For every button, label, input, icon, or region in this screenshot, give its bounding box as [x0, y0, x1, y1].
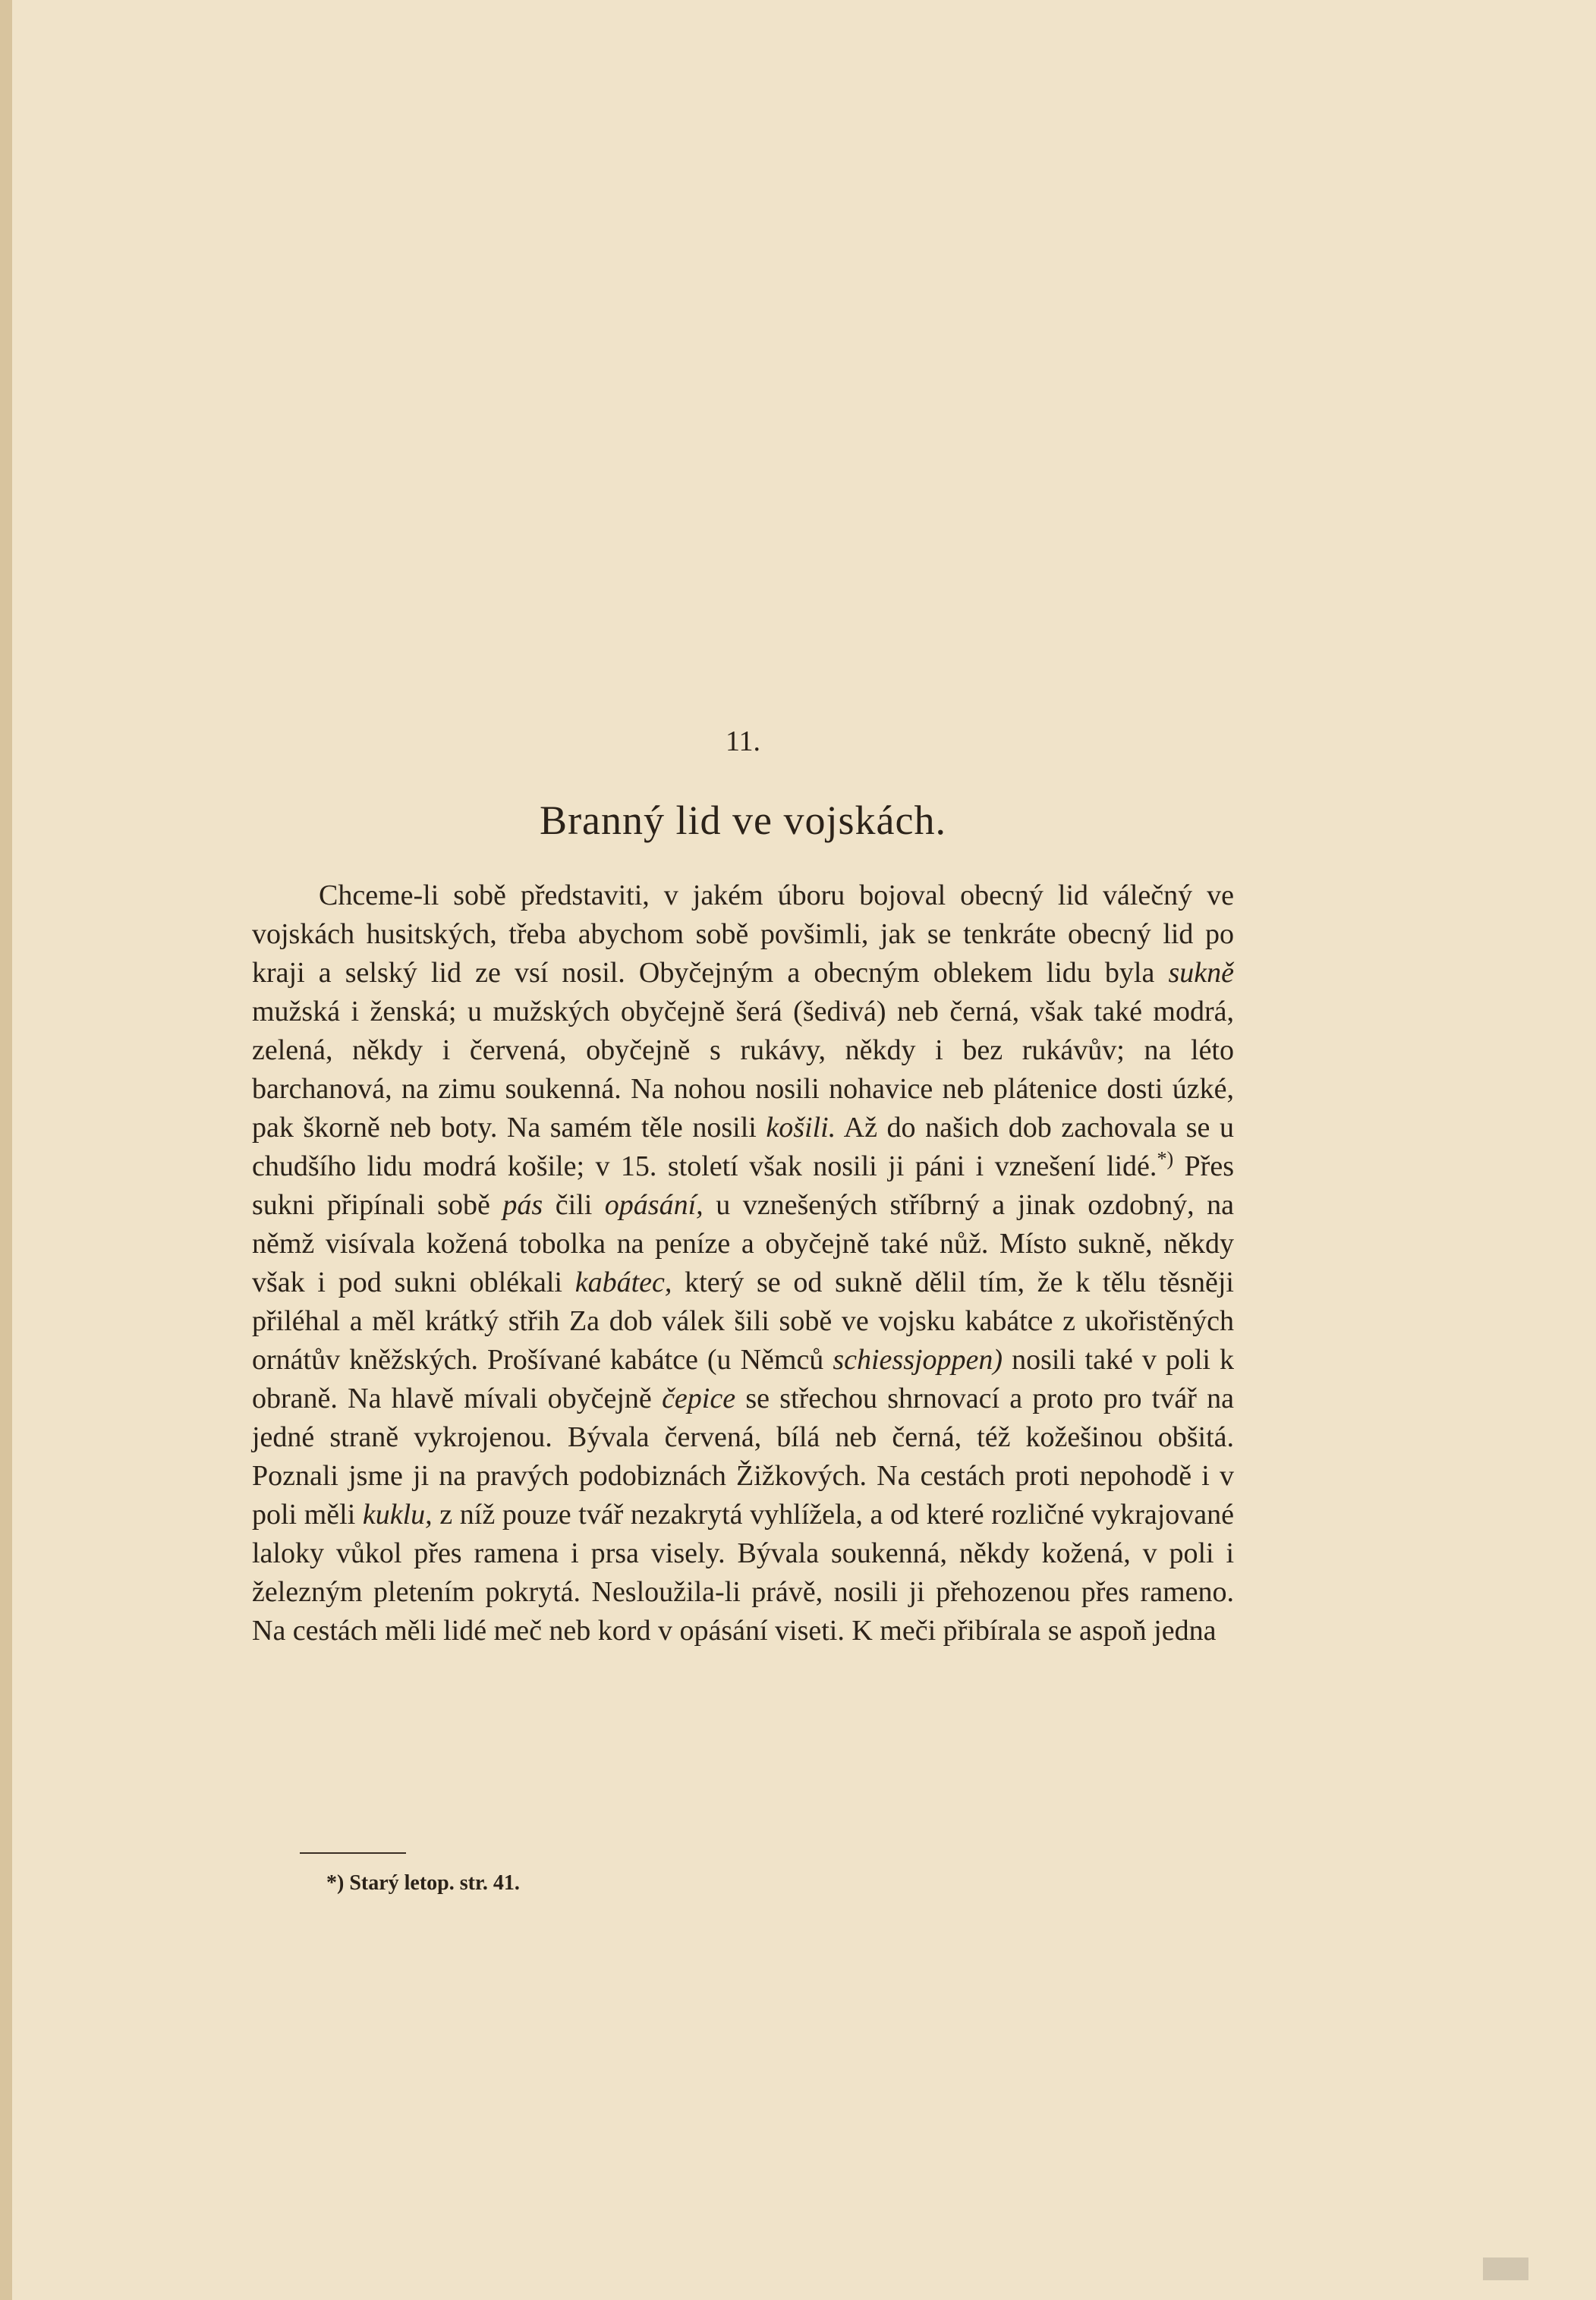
paragraph [252, 876, 1234, 1650]
italic-term: čepice [662, 1383, 736, 1414]
italic-term: kabátec, [574, 1266, 672, 1298]
text-run: u vznešených stříbrný a jinak ozdobný, na němž visívala kožená tobolka na peníze a obyčejně také nůž. Místo sukně, někdy však i pod sukni oblékali [252, 1189, 1234, 1298]
italic-term: košili. [766, 1112, 836, 1144]
text-run: který se od sukně dělil tím, že k tělu těsněji přiléhal a měl krátký střih Za dob válek šili sobě ve vojsku kabátce z ukořistěných ornátův kněžských. Prošívané kabátce (u Němců [252, 1266, 1234, 1376]
footnote-divider [300, 1852, 406, 1854]
italic-term: schiessjoppen) [833, 1344, 1003, 1376]
footnote-reference: *) [1157, 1147, 1174, 1170]
italic-term: sukně [1168, 957, 1234, 989]
text-run: Až do našich dob zachovala se u chudšího lidu modrá košile; v 15. století však nosili ji páni i vznešení lidé. [252, 1112, 1234, 1182]
footnote: *) Starý letop. str. 41. [326, 1871, 520, 1895]
italic-term: opásání, [604, 1189, 704, 1221]
text-run: čili [543, 1189, 605, 1221]
text-run: nosili také v poli k obraně. Na hlavě mívali obyčejně [252, 1344, 1234, 1414]
italic-term: kuklu, [362, 1499, 433, 1531]
italic-term: pás [502, 1189, 543, 1221]
text-run: z níž pouze tvář nezakrytá vyhlížela, a od které rozličné vykrajované laloky vůkol přes ramena i prsa visely. Bývala soukenná, někdy kožená, v poli i železným pletením pokrytá. Nesloužila-li právě, nosili ji přehozenou přes rameno. Na cestách měli lidé meč neb kord v opásání viseti. K meči přibírala se aspoň jedna [252, 1499, 1234, 1647]
chapter-title: Branný lid ve vojskách. [540, 798, 946, 843]
chapter-number: 11. [725, 725, 761, 757]
text-run: se střechou shrnovací a proto pro tvář na jedné straně vykrojenou. Bývala červená, bílá neb černá, též kožešinou obšitá. Poznali jsme ji na pravých podobiznách Žižkových. Na cestách proti nepohodě i v poli měli [252, 1383, 1234, 1531]
page-binding-edge [0, 0, 12, 2300]
text-run: Přes sukni připínali sobě [252, 1150, 1234, 1221]
page-corner-mark [1483, 2258, 1528, 2280]
body-text [252, 876, 1234, 1650]
text-run: mužská i ženská; u mužských obyčejně šerá (šedivá) neb černá, však také modrá, zelená, někdy i červená, obyčejně s rukávy, někdy i bez rukávův; na léto barchanová, na zimu soukenná. Na nohou nosili nohavice neb plátenice dosti úzké, pak škorně neb boty. Na samém těle nosili [252, 996, 1234, 1144]
text-run: Chceme-li sobě představiti, v jakém úboru bojoval obecný lid válečný ve vojskách husitských, třeba abychom sobě povšimli, jak se tenkráte obecný lid po kraji a selský lid ze vsí nosil. Obyčejným a obecným oblekem lidu byla [252, 879, 1234, 989]
